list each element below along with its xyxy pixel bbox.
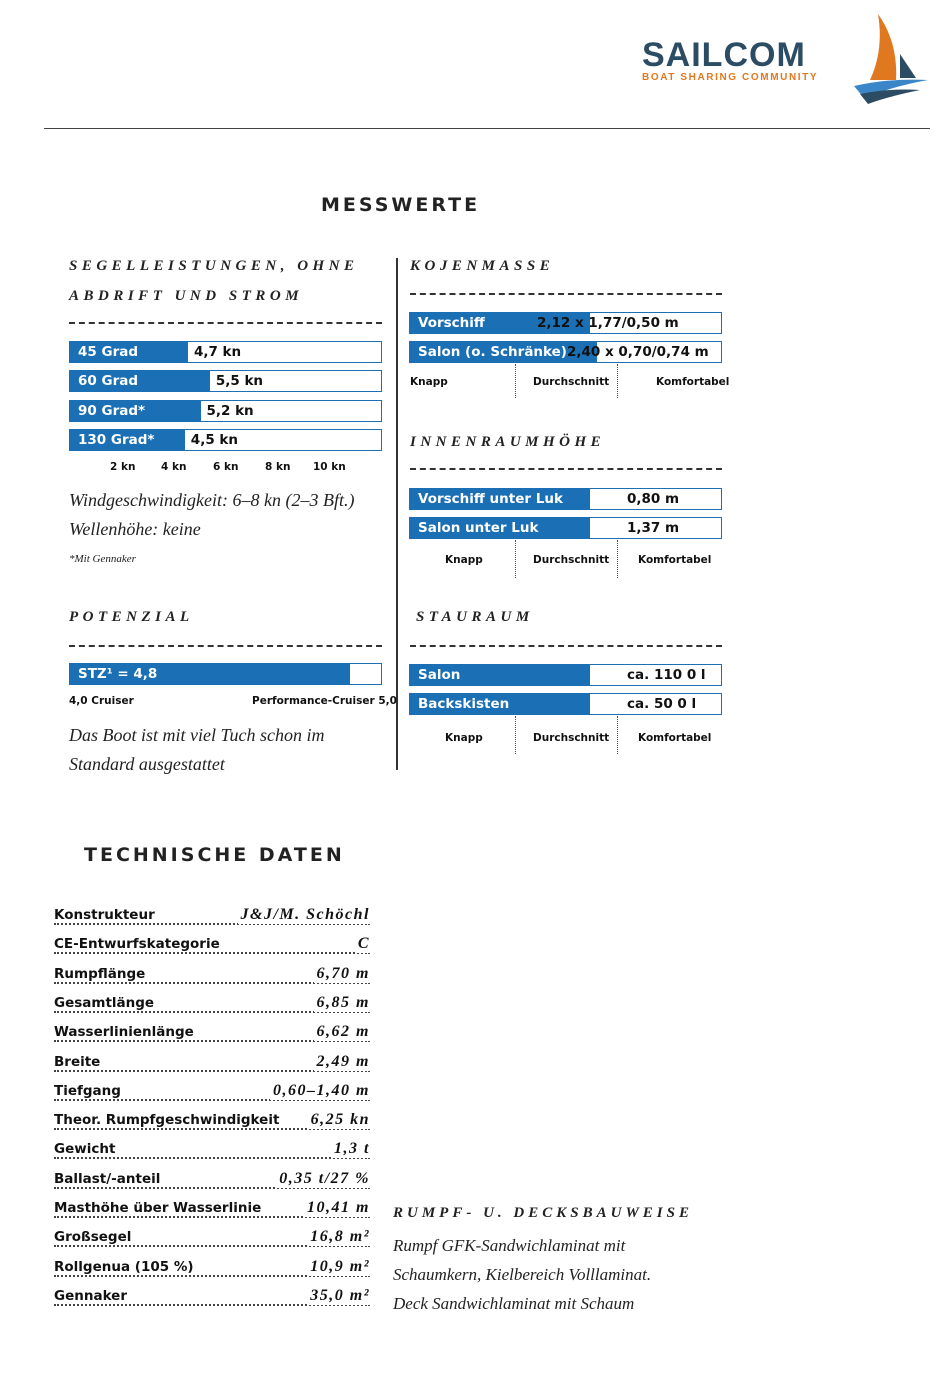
scale-tick: 2 kn: [110, 461, 136, 473]
bar-label: Salon (o. Schränke): [418, 344, 567, 360]
tech-key: Wasserlinienlänge: [54, 1024, 194, 1041]
rumpf-text: Deck Sandwichlaminat mit Schaum: [393, 1294, 635, 1313]
legend-divider: [515, 716, 516, 754]
kojenmasse-title: KOJENMASSE: [410, 258, 555, 274]
wave-note: Wellenhöhe: keine: [69, 519, 201, 539]
rumpf-title: RUMPF- U. DECKSBAUWEISE: [393, 1205, 693, 1221]
bar-value: 1,37 m: [627, 520, 680, 536]
wind-note: Windgeschwindigkeit: 6–8 kn (2–3 Bft.): [69, 490, 355, 510]
legend-komfortabel: Komfortabel: [638, 554, 712, 566]
bar-label: Salon unter Luk: [418, 520, 539, 536]
legend-divider: [515, 540, 516, 578]
tech-key: Rollgenua (105 %): [54, 1258, 194, 1275]
tech-value: 6,85 m: [314, 994, 370, 1012]
legend-divider: [617, 716, 618, 754]
tech-row: [54, 1199, 370, 1223]
tech-row: [54, 1140, 370, 1164]
bar-label: Backskisten: [418, 696, 510, 712]
tech-row: [54, 1287, 370, 1311]
potenzial-title: POTENZIAL: [69, 609, 194, 625]
scale-tick: 10 kn: [313, 461, 346, 473]
hoehe-bar-salon: [409, 517, 722, 539]
innenraumhoehe-title: INNENRAUMHÖHE: [410, 434, 606, 450]
tech-row: [54, 1111, 370, 1135]
dashed-divider: [410, 645, 722, 647]
legend-divider: [617, 540, 618, 578]
header-rule: [44, 128, 930, 129]
rumpf-text: Rumpf GFK-Sandwichlaminat mit: [393, 1236, 626, 1255]
legend-divider: [515, 364, 516, 398]
legend-durchschnitt: Durchschnitt: [533, 376, 610, 388]
bar-value: 4,7 kn: [193, 344, 242, 360]
tech-value: J&J/M. Schöchl: [238, 906, 370, 924]
tech-value: 0,60–1,40 m: [270, 1082, 370, 1100]
tech-key: Theor. Rumpfgeschwindigkeit: [54, 1112, 280, 1129]
scale-tick: 6 kn: [213, 461, 239, 473]
bar-value: ca. 110 0 l: [627, 667, 706, 683]
bar-label: 60 Grad: [78, 373, 138, 389]
tech-key: Großsegel: [54, 1229, 132, 1246]
koje-bar-vorschiff: [409, 312, 722, 334]
leader-dots: [54, 952, 370, 954]
legend-knapp: Knapp: [410, 376, 448, 388]
tech-value: 10,9 m²: [307, 1258, 370, 1276]
bar-value: 0,80 m: [627, 491, 680, 507]
hoehe-bar-vorschiff: [409, 488, 722, 510]
tech-key: Gewicht: [54, 1141, 116, 1158]
tech-key: Konstrukteur: [54, 907, 155, 923]
stauraum-bar-backskisten: [409, 693, 722, 715]
tech-value: C: [355, 935, 370, 953]
tech-value: 6,70 m: [314, 965, 370, 983]
tech-row: [54, 1053, 370, 1077]
tech-value: 2,49 m: [314, 1053, 370, 1071]
tech-row: [54, 994, 370, 1018]
tech-value: 6,25 kn: [308, 1111, 370, 1129]
dashed-divider: [69, 322, 382, 324]
legend-divider: [617, 364, 618, 398]
potenzial-bar: [69, 663, 382, 685]
potenzial-right-label: Performance-Cruiser 5,0: [252, 695, 397, 707]
legend-komfortabel: Komfortabel: [638, 732, 712, 744]
stauraum-title: STAURAUM: [416, 609, 534, 625]
tech-key: Gennaker: [54, 1287, 127, 1304]
tech-value: 35,0 m²: [307, 1287, 370, 1305]
dashed-divider: [69, 645, 382, 647]
tech-key: Gesamtlänge: [54, 994, 155, 1011]
bar-label: Vorschiff: [418, 315, 485, 331]
segelleistungen-title: SEGELLEISTUNGEN, OHNE ABDRIFT UND STROM: [69, 258, 359, 304]
legend-durchschnitt: Durchschnitt: [533, 554, 610, 566]
tech-value: 1,3 t: [331, 1140, 370, 1158]
bar-label: STZ¹ = 4,8: [78, 666, 158, 682]
tech-key: CE-Entwurfskategorie: [54, 936, 220, 953]
legend-durchschnitt: Durchschnitt: [533, 732, 610, 744]
bar-value: 2,12 x 1,77/0,50 m: [537, 315, 679, 331]
sail-bar-130: [69, 429, 382, 451]
bar-value: 5,5 kn: [215, 373, 264, 389]
bar-label: Vorschiff unter Luk: [418, 491, 563, 507]
dashed-divider: [410, 468, 722, 470]
sail-bar-60: [69, 370, 382, 392]
tech-value: 10,41 m: [304, 1199, 370, 1217]
bar-value: 5,2 kn: [206, 403, 254, 419]
bar-label: 45 Grad: [78, 344, 138, 360]
tech-value: 6,62 m: [314, 1023, 370, 1041]
tech-row: [54, 1023, 370, 1047]
tech-value: 16,8 m²: [307, 1228, 370, 1246]
tech-row: [54, 1228, 370, 1252]
sail-bar-90: [69, 400, 382, 422]
tech-row: [54, 965, 370, 989]
logo-wordmark: SAILCOM: [642, 36, 806, 74]
tech-row: [54, 1170, 370, 1194]
gennaker-footnote: *Mit Gennaker: [69, 553, 136, 565]
leader-dots: [54, 1157, 370, 1159]
potenzial-text: Das Boot ist mit viel Tuch schon im: [69, 725, 325, 745]
bar-label: 130 Grad*: [78, 432, 155, 448]
tech-key: Masthöhe über Wasserlinie: [54, 1200, 262, 1216]
messwerte-title: MESSWERTE: [321, 194, 481, 216]
legend-knapp: Knapp: [445, 554, 483, 566]
logo-subtitle: BOAT SHARING COMMUNITY: [642, 72, 819, 83]
sail-logo-icon: [850, 14, 930, 106]
scale-tick: 4 kn: [161, 461, 187, 473]
bar-value: 4,5 kn: [190, 432, 239, 448]
tech-key: Tiefgang: [54, 1082, 121, 1099]
sailcom-logo: [640, 14, 930, 104]
potenzial-left-label: 4,0 Cruiser: [69, 695, 134, 707]
tech-row: [54, 1258, 370, 1282]
tech-row: [54, 1082, 370, 1106]
tech-key: Ballast/-anteil: [54, 1170, 161, 1187]
scale-tick: 8 kn: [265, 461, 291, 473]
bar-label: Salon: [418, 667, 461, 683]
potenzial-text: Standard ausgestattet: [69, 754, 225, 774]
bar-value: ca. 50 0 l: [627, 696, 697, 712]
bar-value: 2,40 x 0,70/0,74 m: [567, 344, 709, 360]
tech-key: Rumpflänge: [54, 965, 146, 982]
tech-row: [54, 935, 370, 959]
dashed-divider: [410, 293, 722, 295]
rumpf-text: Schaumkern, Kielbereich Volllaminat.: [393, 1265, 652, 1284]
tech-row: [54, 906, 370, 930]
legend-komfortabel: Komfortabel: [656, 376, 730, 388]
bar-label: 90 Grad*: [78, 403, 146, 419]
stauraum-bar-salon: [409, 664, 722, 686]
sail-bar-45: [69, 341, 382, 363]
technische-daten-title: TECHNISCHE DATEN: [84, 844, 345, 866]
tech-key: Breite: [54, 1053, 101, 1070]
tech-value: 0,35 t/27 %: [276, 1170, 370, 1188]
legend-knapp: Knapp: [445, 732, 483, 744]
column-divider: [396, 258, 398, 770]
koje-bar-salon: [409, 341, 722, 363]
